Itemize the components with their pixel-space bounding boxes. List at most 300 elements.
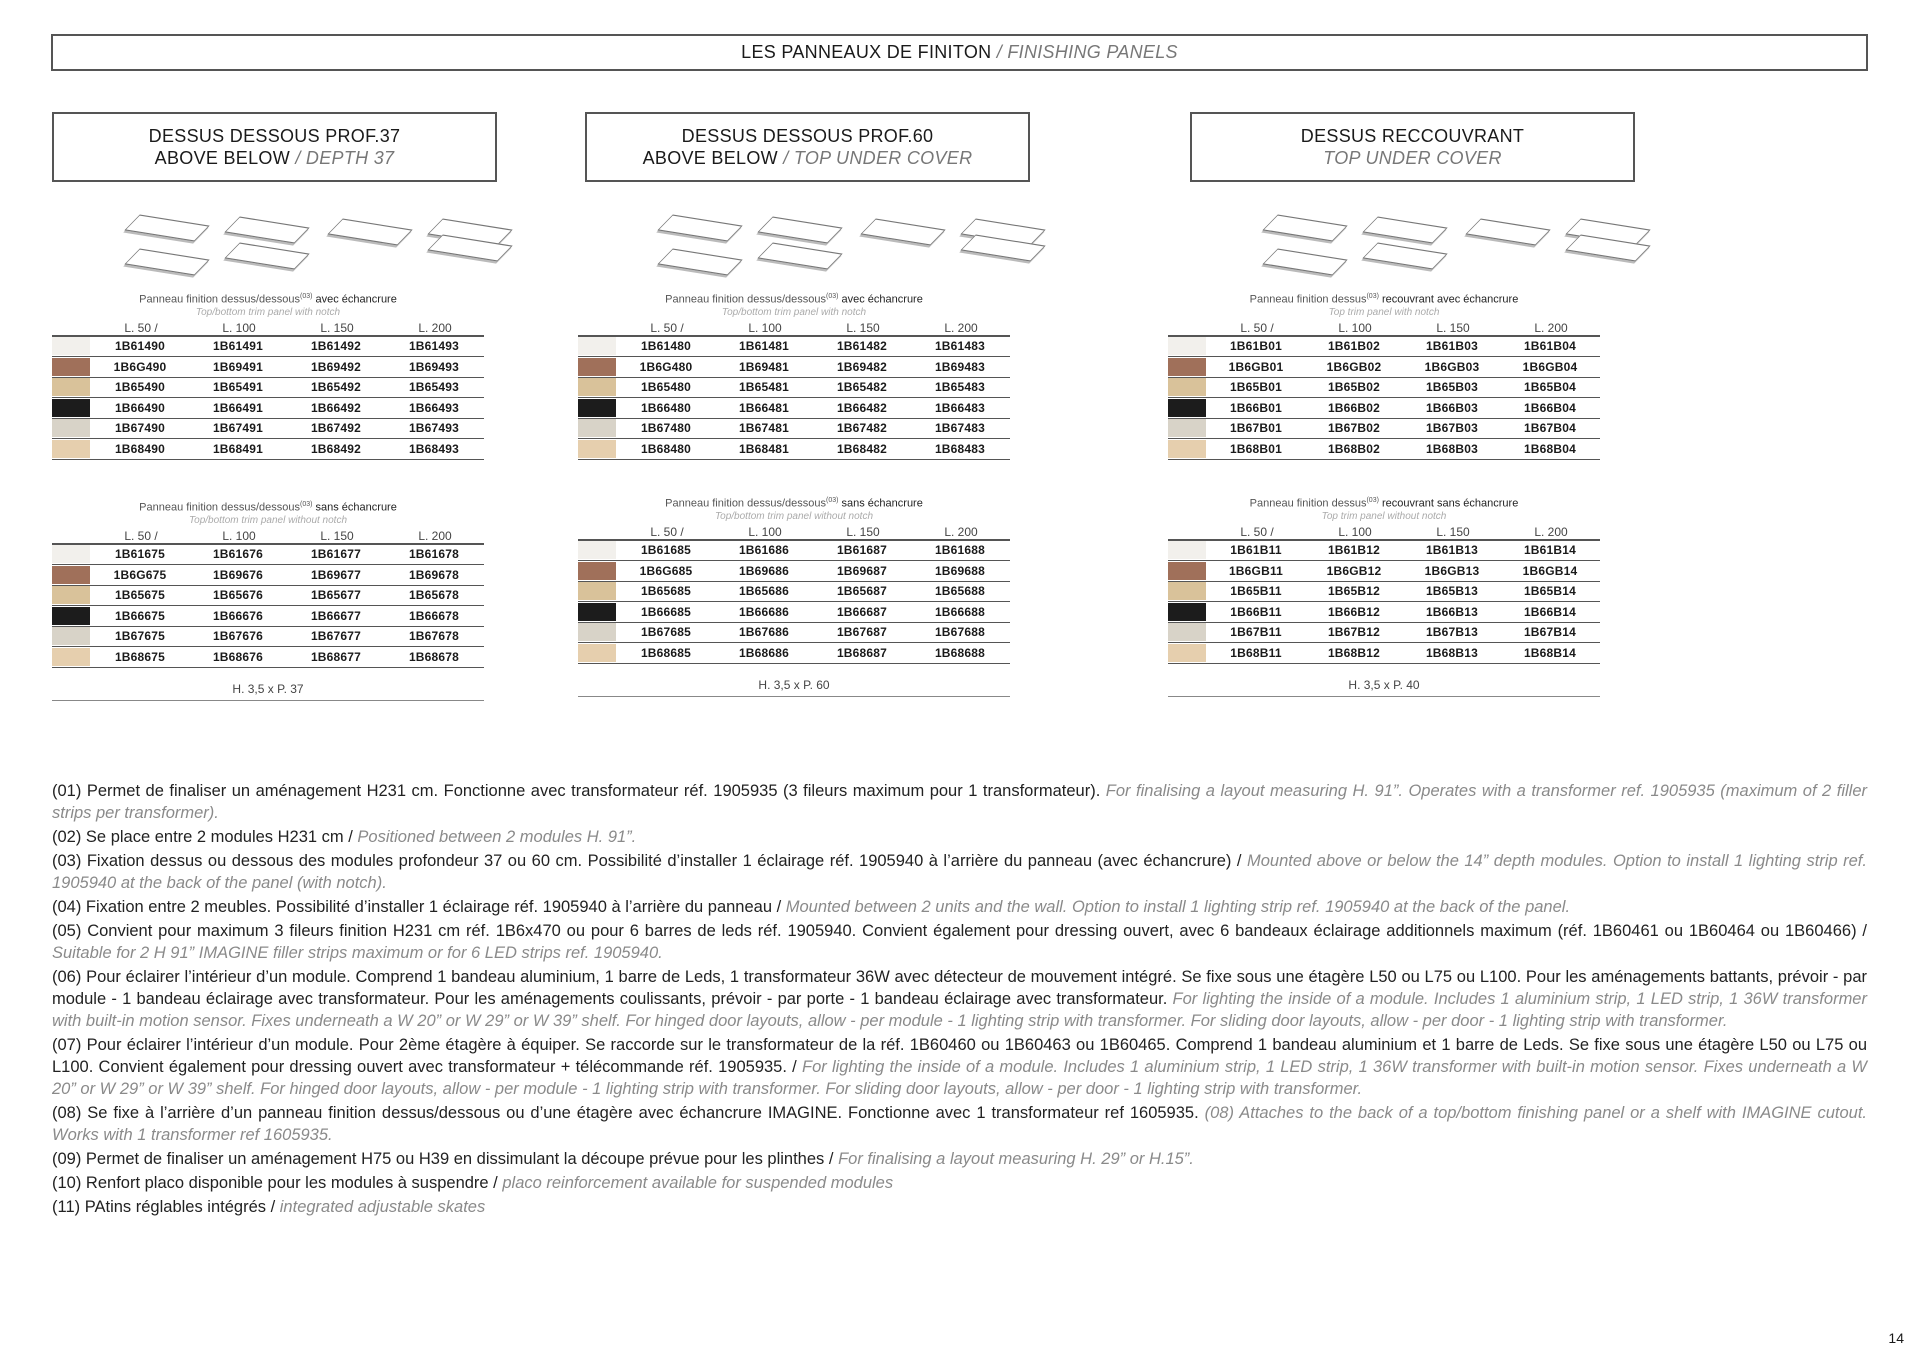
caption-fr-bold: avec échancrure <box>841 293 923 306</box>
finish-swatch <box>1168 399 1207 417</box>
reference-cell: 1B68687 <box>836 645 888 660</box>
reference-cell: 1B69678 <box>408 567 460 582</box>
table-header <box>1168 525 1600 539</box>
footnote-en: integrated adjustable skates <box>279 1198 486 1216</box>
panel-illustration <box>52 210 502 302</box>
finish-swatch <box>1168 562 1207 580</box>
footnote <box>52 966 1867 1032</box>
column-title-fr: DESSUS DESSOUS PROF.60 <box>681 126 934 146</box>
column-header: L. 200 <box>1534 524 1568 539</box>
panel-shape <box>757 217 842 244</box>
footnote <box>52 920 1867 964</box>
finish-swatch <box>52 358 91 376</box>
reference-cell: 1B66676 <box>212 608 264 623</box>
reference-cell: 1B61686 <box>738 543 790 558</box>
panel-shape <box>1362 217 1447 244</box>
banner-title-fr: LES PANNEAUX DE FINITON <box>741 42 992 62</box>
table-row <box>1168 439 1600 460</box>
reference-cell: 1B61687 <box>836 543 888 558</box>
panel-shape <box>124 249 209 276</box>
reference-cell: 1B69481 <box>738 359 790 374</box>
reference-cell: 1B67491 <box>212 421 264 436</box>
column-title-en-a: ABOVE BELOW <box>642 148 778 168</box>
table-row <box>52 337 484 358</box>
table-row <box>578 643 1010 664</box>
footnote-en: Mounted above or below the 14” depth modules. Option to install 1 lighting strip ref. 1905940 at the back of the panel (with notch). <box>52 852 1867 892</box>
table-row <box>1168 378 1600 399</box>
reference-table <box>578 290 1010 460</box>
reference-cell: 1B68B11 <box>1230 645 1282 660</box>
reference-cell: 1B65687 <box>836 584 888 599</box>
reference-cell: 1B61685 <box>640 543 692 558</box>
reference-cell: 1B67677 <box>310 629 362 644</box>
table-row <box>1168 623 1600 644</box>
footnote-fr: (07) Pour éclairer l’intérieur d’un module. Pour 2ème étagère à équiper. Se raccorde sur le transformateur de la réf. 1B60460 ou 1B60463 ou 1B60465. Comprend 1 bandeau aluminium et 1 barre de Leds. Se fixe sous une étagère L50 ou L75 ou L100. Convient également pour dressing ouvert avec transformateur + télécommande réf. 1905935. / <box>52 1036 1867 1076</box>
column-title-en-b: TOP UNDER COVER <box>1323 148 1502 168</box>
reference-cell: 1B65B03 <box>1425 380 1479 395</box>
table-caption <box>1168 290 1600 307</box>
table-caption-en: Top/bottom trim panel without notch <box>714 510 874 522</box>
table-body <box>578 539 1010 664</box>
reference-cell: 1B66483 <box>934 400 986 415</box>
reference-cell: 1B61B03 <box>1425 339 1479 354</box>
footnote <box>52 1148 1867 1170</box>
table-row <box>52 647 484 668</box>
finish-swatch <box>1168 623 1207 641</box>
finish-swatch <box>578 623 617 641</box>
finish-swatch <box>52 419 91 437</box>
table-row <box>52 606 484 627</box>
table-row <box>52 545 484 566</box>
finish-swatch <box>578 644 617 662</box>
table-row <box>52 627 484 648</box>
footnote-en: Mounted between 2 units and the wall. Option to install 1 lighting strip ref. 1905940 at the back of the panel. <box>785 898 1571 916</box>
column-header: L. 150 <box>846 524 880 539</box>
footnote <box>52 1102 1867 1146</box>
reference-cell: 1B66490 <box>114 400 166 415</box>
reference-cell: 1B67B02 <box>1327 421 1381 436</box>
reference-cell: 1B69491 <box>212 359 264 374</box>
column-header: L. 150 <box>320 320 354 335</box>
table-header <box>52 321 484 335</box>
table-caption-en: Top/bottom trim panel with notch <box>195 306 341 318</box>
reference-cell: 1B61B01 <box>1229 339 1283 354</box>
table-row <box>1168 419 1600 440</box>
table-row <box>578 561 1010 582</box>
finish-swatch <box>578 603 617 621</box>
reference-cell: 1B6GB13 <box>1424 563 1480 578</box>
finish-swatch <box>1168 337 1207 355</box>
finish-swatch <box>52 337 91 355</box>
reference-cell: 1B61492 <box>310 339 362 354</box>
finish-swatch <box>1168 582 1207 600</box>
reference-cell: 1B61480 <box>640 339 692 354</box>
reference-cell: 1B61B12 <box>1327 543 1381 558</box>
reference-cell: 1B67675 <box>114 629 166 644</box>
column-header: L. 100 <box>222 320 256 335</box>
table-row <box>1168 643 1600 664</box>
reference-cell: 1B67686 <box>738 625 790 640</box>
finish-swatch <box>52 378 91 396</box>
reference-cell: 1B6G675 <box>113 567 167 582</box>
footnote-fr: (04) Fixation entre 2 meubles. Possibilité d’installer 1 éclairage réf. 1905940 à l’arrière du panneau / <box>52 898 782 916</box>
reference-cell: 1B66B03 <box>1425 400 1479 415</box>
caption-fr: Panneau finition dessus/dessous <box>665 497 826 510</box>
caption-fr: Panneau finition dessus <box>1249 293 1367 306</box>
reference-table <box>1168 290 1600 460</box>
caption-fr-bold: recouvrant sans échancrure <box>1381 497 1519 510</box>
table-row <box>578 541 1010 562</box>
reference-cell: 1B61677 <box>310 547 362 562</box>
column-title-en <box>155 147 395 169</box>
reference-cell: 1B69677 <box>310 567 362 582</box>
reference-cell: 1B66688 <box>934 604 986 619</box>
finish-swatch <box>578 440 617 458</box>
reference-cell: 1B65481 <box>738 380 790 395</box>
reference-cell: 1B68678 <box>408 649 460 664</box>
table-header <box>578 525 1010 539</box>
page-number: 14 <box>1888 1330 1904 1346</box>
reference-cell: 1B6GB01 <box>1228 359 1284 374</box>
panel-shape <box>860 219 945 246</box>
reference-cell: 1B68480 <box>640 441 692 456</box>
reference-cell: 1B67B03 <box>1425 421 1479 436</box>
table-header <box>1168 321 1600 335</box>
panel-shape <box>124 215 209 242</box>
section-banner <box>51 34 1868 71</box>
column-header: L. 150 <box>320 528 354 543</box>
table-header <box>52 529 484 543</box>
panel-shape <box>757 243 842 270</box>
reference-cell: 1B61678 <box>408 547 460 562</box>
column-title-fr: DESSUS RECCOUVRANT <box>1300 126 1525 146</box>
reference-cell: 1B68483 <box>934 441 986 456</box>
table-caption <box>1168 494 1600 511</box>
column-header: L. 50 / <box>1240 524 1274 539</box>
footnote-fr: (09) Permet de finaliser un aménagement H75 ou H39 en dissimulant la découpe prévue pour les plinthes / <box>52 1150 834 1168</box>
table-body <box>52 335 484 460</box>
finish-swatch <box>1168 440 1207 458</box>
table-row <box>1168 337 1600 358</box>
caption-sup: (03) <box>826 497 839 504</box>
table-row <box>52 378 484 399</box>
table-body <box>52 543 484 668</box>
reference-cell: 1B61688 <box>934 543 986 558</box>
column-header: L. 100 <box>748 524 782 539</box>
column-header: L. 150 <box>1436 320 1470 335</box>
reference-cell: 1B68686 <box>738 645 790 660</box>
finish-swatch <box>52 607 91 625</box>
panel-shape <box>1362 243 1447 270</box>
table-row <box>1168 357 1600 378</box>
footnote-fr: (11) PAtins réglables intégrés / <box>52 1198 276 1216</box>
finish-swatch <box>1168 644 1207 662</box>
reference-cell: 1B6GB02 <box>1326 359 1382 374</box>
reference-cell: 1B66B13 <box>1425 604 1479 619</box>
table-row <box>1168 541 1600 562</box>
reference-cell: 1B65B04 <box>1523 380 1577 395</box>
table-body <box>578 335 1010 460</box>
reference-cell: 1B67685 <box>640 625 692 640</box>
reference-cell: 1B68B01 <box>1229 441 1283 456</box>
reference-cell: 1B66B11 <box>1230 604 1282 619</box>
reference-cell: 1B65675 <box>114 588 166 603</box>
table-header <box>578 321 1010 335</box>
column-header: L. 100 <box>1338 524 1372 539</box>
table-caption-en: Top trim panel without notch <box>1321 510 1447 522</box>
table-row <box>1168 561 1600 582</box>
reference-cell: 1B67B01 <box>1229 421 1283 436</box>
reference-cell: 1B65678 <box>408 588 460 603</box>
reference-cell: 1B61490 <box>114 339 166 354</box>
reference-table <box>578 494 1010 697</box>
reference-cell: 1B69483 <box>934 359 986 374</box>
reference-cell: 1B68B03 <box>1425 441 1479 456</box>
column-header: L. 200 <box>418 320 452 335</box>
panel-column <box>52 112 502 302</box>
footnote <box>52 896 1867 918</box>
reference-cell: 1B6GB03 <box>1424 359 1480 374</box>
table-body <box>1168 335 1600 460</box>
finish-swatch <box>578 378 617 396</box>
reference-cell: 1B66678 <box>408 608 460 623</box>
table-caption-en: Top trim panel with notch <box>1328 306 1440 318</box>
reference-cell: 1B68481 <box>738 441 790 456</box>
dimension-label: H. 3,5 x P. 37 <box>52 668 484 701</box>
reference-cell: 1B65677 <box>310 588 362 603</box>
table-row <box>52 398 484 419</box>
reference-cell: 1B67676 <box>212 629 264 644</box>
finish-swatch <box>52 440 91 458</box>
caption-fr-bold: recouvrant avec échancrure <box>1381 293 1519 306</box>
caption-sup: (03) <box>300 501 313 508</box>
footnote-fr: (06) Pour éclairer l’intérieur d’un module. Comprend 1 bandeau aluminium, 1 barre de Leds, 1 transformateur 36W avec détecteur de mouvement intégré. Se fixe sous une étagère L50 ou L75 ou L100. Pour les aménagements battants, prévoir - par module - 1 bandeau éclairage avec transformateur. Pour les aménagements coulissants, prévoir - par porte - 1 bandeau éclairage avec transformateur. <box>52 968 1867 1008</box>
reference-cell: 1B66685 <box>640 604 692 619</box>
caption-fr-bold: sans échancrure <box>841 497 923 510</box>
table-caption <box>52 290 484 307</box>
finish-swatch <box>1168 541 1207 559</box>
table-row <box>52 439 484 460</box>
reference-cell: 1B68B02 <box>1327 441 1381 456</box>
caption-sup: (03) <box>300 293 313 300</box>
column-header: L. 50 / <box>650 524 684 539</box>
reference-cell: 1B68B13 <box>1425 645 1479 660</box>
column-header: L. 50 / <box>650 320 684 335</box>
panel-shape <box>224 243 309 270</box>
reference-cell: 1B67688 <box>934 625 986 640</box>
finish-swatch <box>52 586 91 604</box>
reference-cell: 1B6GB11 <box>1228 563 1284 578</box>
footnote-fr: (08) Se fixe à l’arrière d’un panneau finition dessus/dessous ou d’une étagère avec échancrure IMAGINE. Fonctionne avec 1 transformateur ref 1605935. <box>52 1104 1199 1122</box>
reference-cell: 1B6GB04 <box>1522 359 1578 374</box>
caption-sup: (03) <box>1366 293 1379 300</box>
finish-swatch <box>1168 378 1207 396</box>
column-title-en-a: ABOVE BELOW <box>154 148 290 168</box>
finish-swatch <box>52 627 91 645</box>
dimension-label: H. 3,5 x P. 60 <box>578 664 1010 697</box>
reference-cell: 1B6GB14 <box>1522 563 1578 578</box>
reference-table <box>52 498 484 701</box>
panel-column <box>1190 112 1640 302</box>
reference-cell: 1B66493 <box>408 400 460 415</box>
reference-cell: 1B61491 <box>212 339 264 354</box>
reference-cell: 1B67490 <box>114 421 166 436</box>
column-title-box <box>1190 112 1635 182</box>
reference-cell: 1B68677 <box>310 649 362 664</box>
reference-cell: 1B67492 <box>310 421 362 436</box>
reference-cell: 1B66480 <box>640 400 692 415</box>
column-header: L. 50 / <box>124 528 158 543</box>
reference-cell: 1B66675 <box>114 608 166 623</box>
column-header: L. 50 / <box>1240 320 1274 335</box>
reference-cell: 1B65B14 <box>1523 584 1577 599</box>
reference-cell: 1B68490 <box>114 441 166 456</box>
reference-cell: 1B66B14 <box>1523 604 1577 619</box>
reference-cell: 1B65685 <box>640 584 692 599</box>
reference-cell: 1B65493 <box>408 380 460 395</box>
reference-cell: 1B68675 <box>114 649 166 664</box>
panel-illustration <box>585 210 1035 302</box>
reference-cell: 1B61481 <box>738 339 790 354</box>
reference-cell: 1B67483 <box>934 421 986 436</box>
footnote-en: For finalising a layout measuring H. 91”. Operates with a transformer ref. 1905935 (maximum of 2 filler strips per transformer). <box>52 782 1867 822</box>
reference-cell: 1B65688 <box>934 584 986 599</box>
finish-swatch <box>52 648 91 666</box>
panel-shape <box>224 217 309 244</box>
panel-shape <box>1262 215 1347 242</box>
column-header: L. 200 <box>944 524 978 539</box>
table-body <box>1168 539 1600 664</box>
finish-swatch <box>52 566 91 584</box>
finish-swatch <box>1168 603 1207 621</box>
column-title-box <box>52 112 497 182</box>
column-header: L. 50 / <box>124 320 158 335</box>
table-row <box>578 378 1010 399</box>
reference-cell: 1B61B02 <box>1327 339 1381 354</box>
reference-cell: 1B65482 <box>836 380 888 395</box>
column-header: L. 100 <box>1338 320 1372 335</box>
column-header: L. 200 <box>418 528 452 543</box>
reference-cell: 1B61676 <box>212 547 264 562</box>
table-row <box>1168 398 1600 419</box>
reference-cell: 1B67687 <box>836 625 888 640</box>
column-header: L. 200 <box>944 320 978 335</box>
table-caption-en: Top/bottom trim panel with notch <box>721 306 867 318</box>
reference-cell: 1B68688 <box>934 645 986 660</box>
reference-cell: 1B67480 <box>640 421 692 436</box>
footnote-fr: (01) Permet de finaliser un aménagement H231 cm. Fonctionne avec transformateur réf. 1905935 (3 fileurs maximum pour 1 transformateur). <box>52 782 1101 800</box>
column-title-en <box>643 147 973 169</box>
reference-cell: 1B66677 <box>310 608 362 623</box>
footnote <box>52 1196 1867 1218</box>
table-row <box>578 357 1010 378</box>
table-caption-en: Top/bottom trim panel without notch <box>188 514 348 526</box>
reference-cell: 1B68676 <box>212 649 264 664</box>
table-row <box>578 398 1010 419</box>
finish-swatch <box>52 399 91 417</box>
caption-fr: Panneau finition dessus <box>1249 497 1367 510</box>
reference-cell: 1B67678 <box>408 629 460 644</box>
finish-swatch <box>578 582 617 600</box>
reference-cell: 1B69687 <box>836 563 888 578</box>
reference-cell: 1B68493 <box>408 441 460 456</box>
table-row <box>52 565 484 586</box>
column-header: L. 150 <box>1436 524 1470 539</box>
column-title-en <box>1323 147 1502 169</box>
reference-cell: 1B65480 <box>640 380 692 395</box>
footnote-en: For lighting the inside of a module. Includes 1 aluminium strip, 1 LED strip, 1 36W transformer with built-in motion sensor. Fixes underneath a W 20” or W 29” or W 39” shelf. For hinged door layouts, allow - per module - 1 lighting strip with transformer. For sliding door layouts, allow - per door - 1 lighting strip with transformer. <box>52 1058 1867 1098</box>
footnote-en: (08) Attaches to the back of a top/bottom finishing panel or a shelf with IMAGINE cutout. Works with 1 transformer ref 1605935. <box>52 1104 1867 1144</box>
reference-cell: 1B61B14 <box>1523 543 1577 558</box>
footnote-fr: (02) Se place entre 2 modules H231 cm / <box>52 828 353 846</box>
panel-shape <box>327 219 412 246</box>
footnote-en: For finalising a layout measuring H. 29” or H.15”. <box>838 1150 1194 1168</box>
column-header: L. 150 <box>846 320 880 335</box>
finish-swatch <box>1168 419 1207 437</box>
reference-cell: 1B66B04 <box>1523 400 1577 415</box>
reference-cell: 1B6GB12 <box>1326 563 1382 578</box>
reference-cell: 1B6G490 <box>113 359 167 374</box>
reference-cell: 1B65492 <box>310 380 362 395</box>
table-row <box>1168 582 1600 603</box>
reference-cell: 1B68685 <box>640 645 692 660</box>
finish-swatch <box>1168 358 1207 376</box>
reference-cell: 1B65491 <box>212 380 264 395</box>
footnote-fr: (05) Convient pour maximum 3 fileurs finition H231 cm réf. 1B6x470 ou pour 6 barres de leds réf. 1905940. Convient également pour dressing ouvert, avec 6 bandeaux éclairage additionnels maximum (réf. 1B60461 ou 1B60464 ou 1B60466) / <box>52 922 1867 940</box>
reference-cell: 1B68491 <box>212 441 264 456</box>
footnote-en: For lighting the inside of a module. Includes 1 aluminium strip, 1 LED strip, 1 36W transformer with built-in motion sensor. Fixes underneath a W 20” or W 29” or W 39” shelf. For hinged door layouts, allow - per module - 1 lighting strip with transformer. For sliding door layouts, allow - per door - 1 lighting strip with transformer. <box>52 990 1867 1030</box>
reference-cell: 1B69482 <box>836 359 888 374</box>
footnote <box>52 1172 1867 1194</box>
reference-cell: 1B67482 <box>836 421 888 436</box>
reference-cell: 1B68B04 <box>1523 441 1577 456</box>
footnote-en: Suitable for 2 H 91” IMAGINE filler strips maximum or for 6 LED strips ref. 1905940. <box>52 944 663 962</box>
footnote-en: placo reinforcement available for suspended modules <box>502 1174 894 1192</box>
table-caption <box>52 498 484 515</box>
dimension-label: H. 3,5 x P. 40 <box>1168 664 1600 697</box>
table-row <box>578 623 1010 644</box>
reference-cell: 1B66686 <box>738 604 790 619</box>
table-row <box>52 419 484 440</box>
reference-cell: 1B65686 <box>738 584 790 599</box>
panel-shape <box>1465 219 1550 246</box>
reference-cell: 1B61B13 <box>1425 543 1479 558</box>
reference-cell: 1B68B12 <box>1327 645 1381 660</box>
finish-swatch <box>578 399 617 417</box>
reference-cell: 1B67B13 <box>1425 625 1479 640</box>
reference-cell: 1B65490 <box>114 380 166 395</box>
table-row <box>578 337 1010 358</box>
reference-table <box>1168 494 1600 697</box>
reference-cell: 1B67493 <box>408 421 460 436</box>
footnote <box>52 1034 1867 1100</box>
panel-shape <box>1262 249 1347 276</box>
column-title-fr: DESSUS DESSOUS PROF.37 <box>148 126 401 146</box>
reference-cell: 1B68492 <box>310 441 362 456</box>
footnote <box>52 780 1867 824</box>
finish-swatch <box>578 562 617 580</box>
reference-cell: 1B65B13 <box>1425 584 1479 599</box>
reference-cell: 1B68B14 <box>1523 645 1577 660</box>
banner-title-en: / FINISHING PANELS <box>996 42 1178 62</box>
table-row <box>578 582 1010 603</box>
reference-cell: 1B61B11 <box>1230 543 1282 558</box>
table-row <box>578 602 1010 623</box>
table-row <box>52 357 484 378</box>
footnote-fr: (10) Renfort placo disponible pour les modules à suspendre / <box>52 1174 498 1192</box>
table-caption <box>578 494 1010 511</box>
column-title-en-b: / TOP UNDER COVER <box>783 148 973 168</box>
